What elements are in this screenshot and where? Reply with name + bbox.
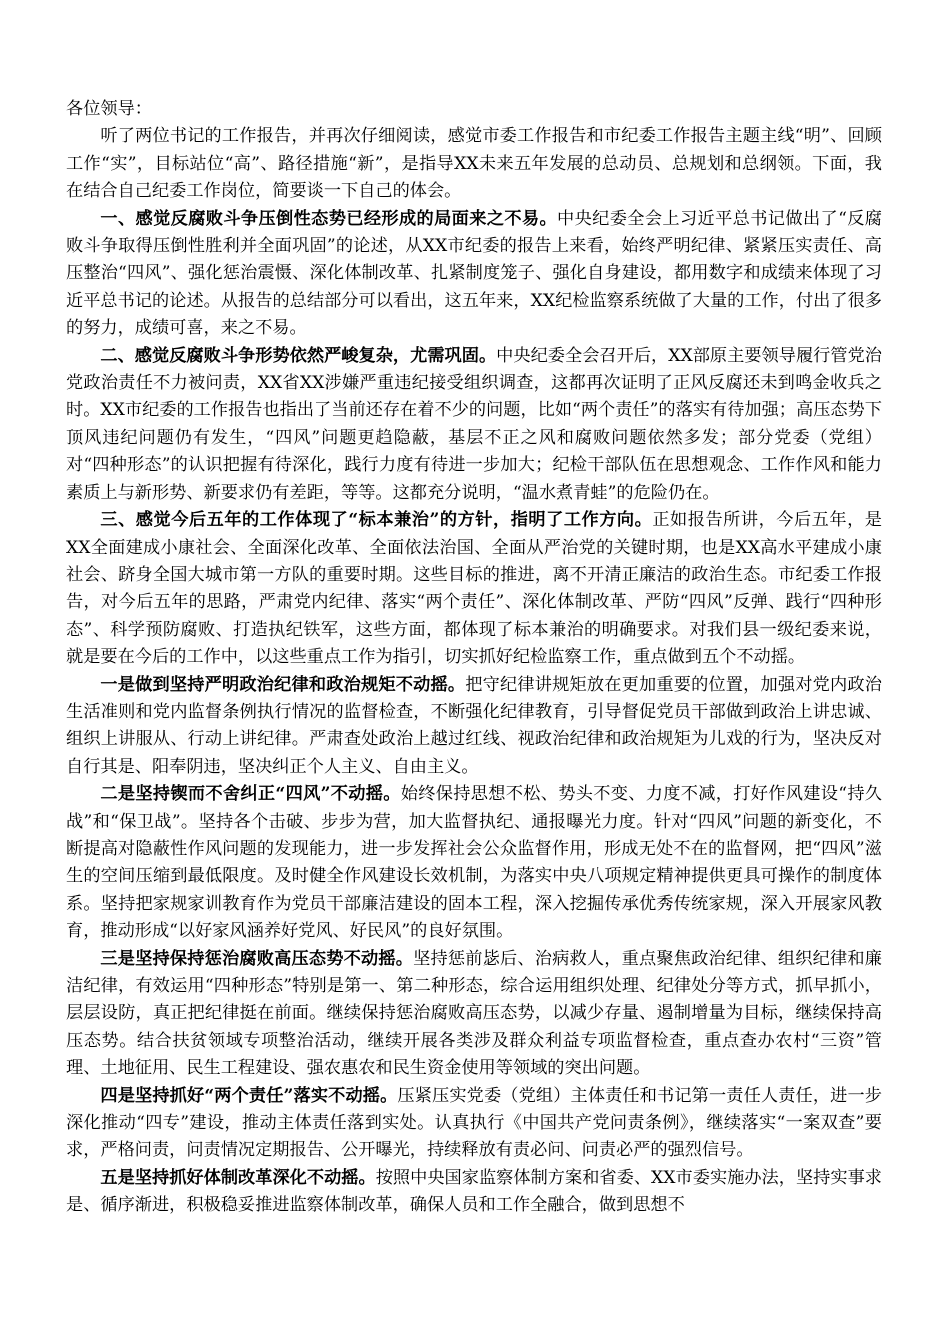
paragraph-3 [66, 507, 882, 671]
paragraph-5 [66, 781, 882, 945]
paragraph-7-text: 压紧压实党委（党组）主体责任和书记第一责任人责任，进一步深化推动“四专”建设，推动主体责任落到实处。认真执行《中国共产党问责条例》，继续落实“一案双查”要求，严格问责，问责情况定期报告、公开曝光，持续释放有责必问、问责必严的强烈信号。 [66, 1085, 882, 1161]
paragraph-6 [66, 946, 882, 1083]
paragraph-3-text: 正如报告所讲，今后五年，是XX全面建成小康社会、全面深化改革、全面依法治国、全面从严治党的关键时期，也是XX高水平建成小康社会、跻身全国大城市第一方队的重要时期。这些目标的推进，离不开清正廉洁的政治生态。市纪委工作报告，对今后五年的思路，严肃党内纪律、落实“两个责任”、深化体制改革、严防“四风”反弹、践行“四种形态”、科学预防腐败、打造执纪铁军，这些方面，都体现了标本兼治的明确要求。对我们县一级纪委来说，就是要在今后的工作中，以这些重点工作为指引，切实抓好纪检监察工作，重点做到五个不动摇。 [66, 510, 882, 668]
paragraph-intro-text: 听了两位书记的工作报告，并再次仔细阅读，感觉市委工作报告和市纪委工作报告主题主线“明”、回顾工作“实”，目标站位“高”、路径措施“新”，是指导XX未来五年发展的总动员、总规划和总纲领。下面，我在结合自己纪委工作岗位，简要谈一下自己的体会。 [66, 126, 882, 202]
paragraph-2-heading: 二、感觉反腐败斗争形势依然严峻复杂，尤需巩固。 [100, 345, 497, 366]
paragraph-7 [66, 1083, 882, 1165]
paragraph-2-text: 中央纪委全会召开后，XX部原主要领导履行管党治党政治责任不力被问责，XX省XX涉嫌严重违纪接受组织调查，这都再次证明了正风反腐还未到鸣金收兵之时。XX市纪委的工作报告也指出了当前还存在着不少的问题，比如“两个责任”的落实有待加强；高压态势下顶风违纪问题仍有发生，“四风”问题更趋隐蔽，基层不正之风和腐败问题依然多发；部分党委（党组）对“四种形态”的认识把握有待深化，践行力度有待进一步加大；纪检干部队伍在思想观念、工作作风和能力素质上与新形势、新要求仍有差距，等等。这都充分说明，“温水煮青蛙”的危险仍在。 [66, 345, 882, 503]
paragraph-1 [66, 206, 882, 343]
paragraph-5-text: 始终保持思想不松、势头不变、力度不减，打好作风建设“持久战”和“保卫战”。坚持各个击破、步步为营，加大监督执纪、通报曝光力度。针对“四风”问题的新变化，不断提高对隐蔽性作风问题的发现能力，进一步发挥社会公众监督作用，形成无处不在的监督网，把“四风”滋生的空间压缩到最低限度。及时健全作风建设长效机制，为落实中央八项规定精神提供更具可操作的制度体系。坚持把家规家训教育作为党员干部廉洁建设的固本工程，深入挖掘传承优秀传统家规，深入开展家风教育，推动形成“以好家风涵养好党风、好民风”的良好氛围。 [66, 784, 882, 942]
salutation: 各位领导： [66, 99, 152, 119]
paragraph-4-text: 把守纪律讲规矩放在更加重要的位置，加强对党内政治生活准则和党内监督条例执行情况的监督检查，不断强化纪律教育，引导督促党员干部做到政治上讲忠诚、组织上讲服从、行动上讲纪律。严肃查处政治上越过红线、视政治纪律和政治规矩为儿戏的行为，坚决反对自行其是、阳奉阴违，坚决纠正个人主义、自由主义。 [66, 674, 882, 777]
paragraph-8 [66, 1165, 882, 1220]
paragraph-8-heading: 五是坚持抓好体制改革深化不动摇。 [100, 1167, 376, 1188]
paragraph-4-heading: 一是做到坚持严明政治纪律和政治规矩不动摇。 [100, 674, 466, 695]
paragraph-3-heading: 三、感觉今后五年的工作体现了“标本兼治”的方针，指明了工作方向。 [100, 510, 653, 531]
paragraph-6-text: 坚持惩前毖后、治病救人，重点聚焦政治纪律、组织纪律和廉洁纪律，有效运用“四种形态”特别是第一、第二种形态，综合运用组织处理、纪律处分等方式，抓早抓小，层层设防，真正把纪律挺在前面。继续保持惩治腐败高压态势，以减少存量、遏制增量为目标，继续保持高压态势。结合扶贫领域专项整治活动，继续开展各类涉及群众利益专项监督检查，重点查办农村“三资”管理、土地征用、民生工程建设、强农惠农和民生资金使用等领域的突出问题。 [66, 948, 882, 1079]
paragraph-1-heading: 一、感觉反腐败斗争压倒性态势已经形成的局面来之不易。 [100, 208, 558, 229]
paragraph-7-heading: 四是坚持抓好“两个责任”落实不动摇。 [100, 1085, 398, 1106]
paragraph-5-heading: 二是坚持锲而不舍纠正“四风”不动摇。 [100, 784, 401, 805]
paragraph-6-heading: 三是坚持保持惩治腐败高压态势不动摇。 [100, 948, 414, 969]
paragraph-1-text: 中央纪委全会上习近平总书记做出了“反腐败斗争取得压倒性胜利并全面巩固”的论述，从XX市纪委的报告上来看，始终严明纪律、紧紧压实责任、高压整治“四风”、强化惩治震慑、深化体制改革、扎紧制度笼子、强化自身建设，都用数字和成绩来体现了习近平总书记的论述。从报告的总结部分可以看出，这五年来，XX纪检监察系统做了大量的工作，付出了很多的努力，成绩可喜，来之不易。 [66, 208, 882, 339]
paragraph-8-text: 按照中央国家监察体制方案和省委、XX市委实施办法，坚持实事求是、循序渐进，积极稳妥推进监察体制改革，确保人员和工作全融合，做到思想不 [66, 1167, 882, 1216]
paragraph-2 [66, 343, 882, 507]
paragraph-intro [66, 123, 882, 205]
paragraph-4 [66, 672, 882, 782]
